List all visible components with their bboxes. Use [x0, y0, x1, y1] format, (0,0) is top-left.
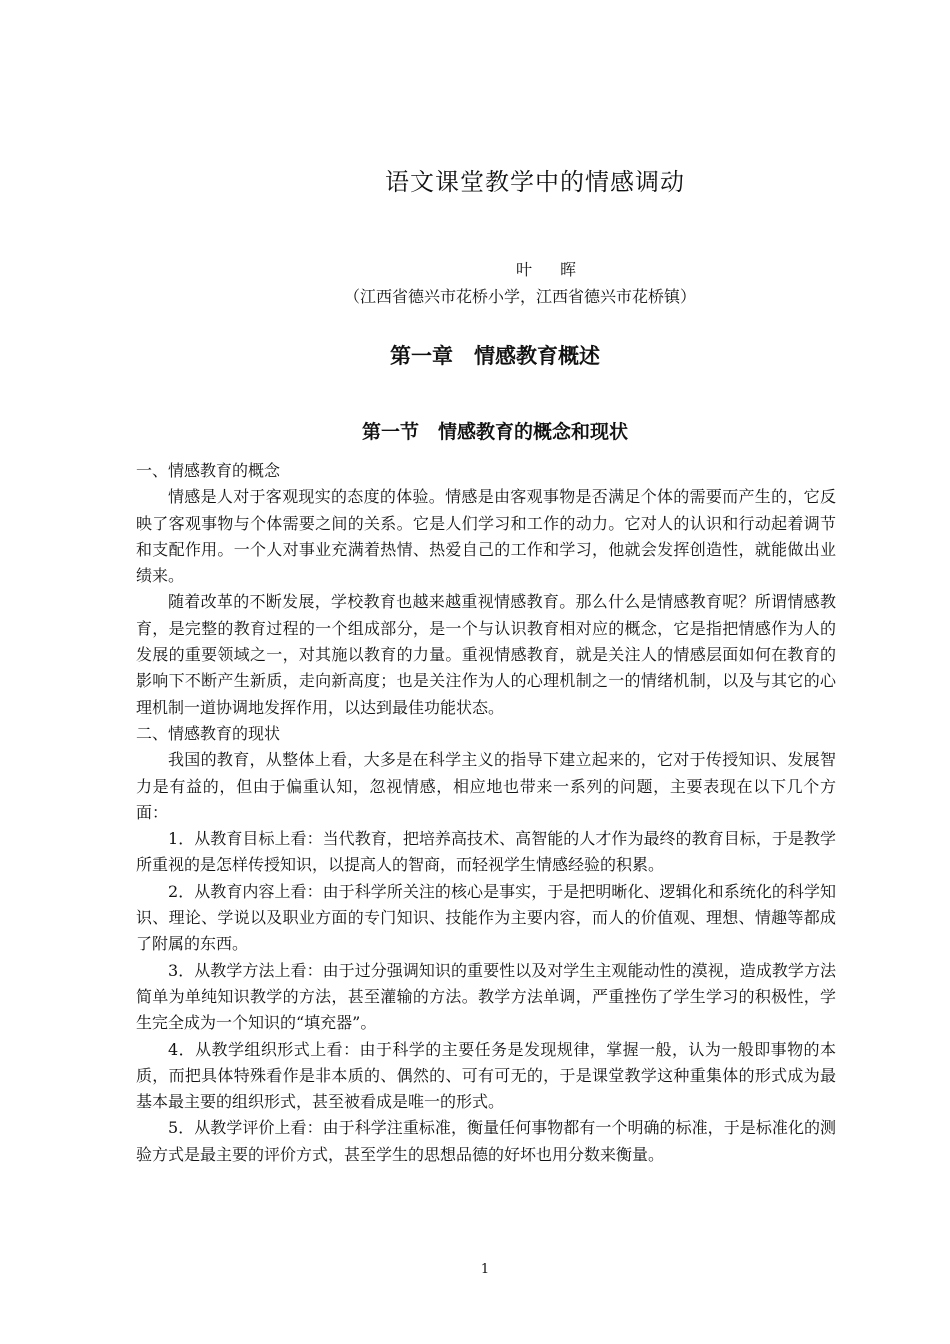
chapter-heading: 第一章 情感教育概述 — [390, 344, 600, 368]
section-heading: 第一节 情感教育的概念和现状 — [361, 421, 628, 443]
list-item: 1．从教育目标上看：当代教育，把培养高技术、高智能的人才作为最终的教育目标，于是教学所重视的是怎样传授知识，以提高人的智商，而轻视学生情感经验的积累。 — [136, 829, 836, 875]
subheading-status: 二、情感教育的现状 — [136, 723, 281, 743]
author-name: 叶 晖 — [515, 260, 582, 279]
paragraph: 情感是人对于客观现实的态度的体验。情感是由客观事物是否满足个体的需要而产生的，它反映了客观事物与个体需要之间的关系。它是人们学习和工作的动力。它对人的认识和行动起着调节和支配作用。一个人对事业充满着热情、热爱自己的工作和学习，他就会发挥创造性，就能做出业绩来。 — [136, 487, 836, 586]
list-item: 5．从教学评价上看：由于科学注重标准，衡量任何事物都有一个明确的标准，于是标准化的测验方式是最主要的评价方式，甚至学生的思想品德的好坏也用分数来衡量。 — [136, 1118, 836, 1164]
page-number: 1 — [480, 1262, 490, 1277]
document-title: 语文课堂教学中的情感调动 — [385, 168, 685, 196]
subheading-concept: 一、情感教育的概念 — [136, 461, 281, 480]
list-item: 3．从教学方法上看：由于过分强调知识的重要性以及对学生主观能动性的漠视，造成教学方法简单为单纯知识教学的方法，甚至灌输的方法。教学方法单调，严重挫伤了学生学习的积极性，学生完全成为一个知识的“填充器”。 — [136, 960, 836, 1033]
list-item: 4．从教学组织形式上看：由于科学的主要任务是发现规律，掌握一般，认为一般即事物的本质，而把具体特殊看作是非本质的、偶然的、可有可无的，于是课堂教学这种重集体的形式成为最基本最主要的组织形式，甚至被看成是唯一的形式。 — [136, 1039, 836, 1112]
paragraph: 我国的教育，从整体上看，大多是在科学主义的指导下建立起来的，它对于传授知识、发展智力是有益的，但由于偏重认知，忽视情感，相应地也带来一系列的问题，主要表现在以下几个方面： — [136, 750, 836, 822]
body-text — [136, 458, 836, 1168]
author-affiliation: （江西省德兴市花桥小学，江西省德兴市花桥镇） — [343, 287, 696, 306]
list-item: 2．从教育内容上看：由于科学所关注的核心是事实，于是把明晰化、逻辑化和系统化的科学知识、理论、学说以及职业方面的专门知识、技能作为主要内容，而人的价值观、理想、情趣等都成了附属的东西。 — [136, 881, 836, 954]
paragraph: 随着改革的不断发展，学校教育也越来越重视情感教育。那么什么是情感教育呢？所谓情感教育，是完整的教育过程的一个组成部分，是一个与认识教育相对应的概念，它是指把情感作为人的发展的重要领域之一，对其施以教育的力量。重视情感教育，就是关注人的情感层面如何在教育的影响下不断产生新质，走向新高度；也是关注作为人的心理机制之一的情绪机制，以及与其它的心理机制一道协调地发挥作用，以达到最佳功能状态。 — [136, 592, 836, 717]
